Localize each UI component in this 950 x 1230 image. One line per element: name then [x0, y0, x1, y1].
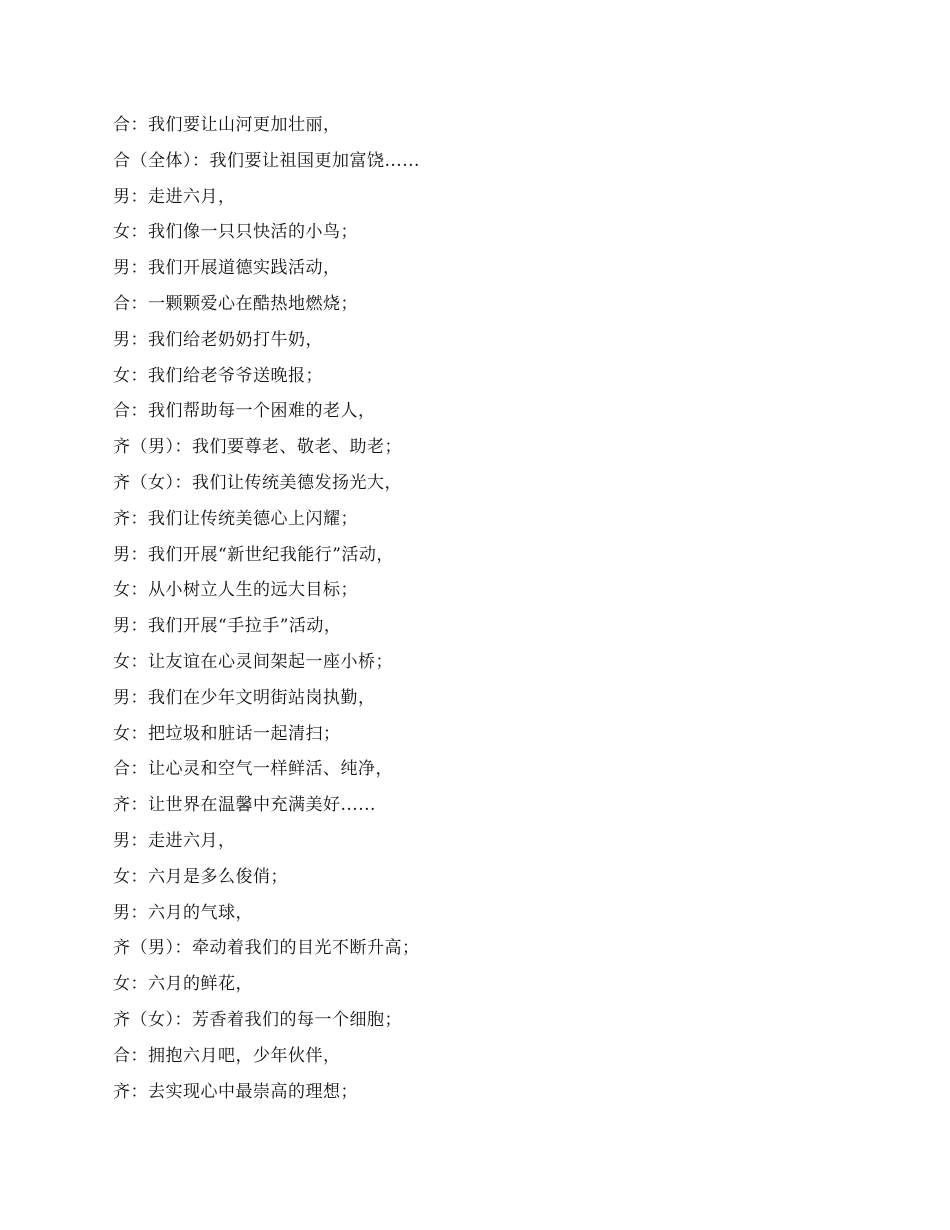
script-line: 合（全体）：我们要让祖国更加富饶...... [113, 150, 420, 171]
script-line: 女：六月的鲜花， [113, 974, 253, 995]
script-line: 合：让心灵和空气一样鲜活、纯净， [113, 759, 393, 780]
script-line: 男：六月的气球， [113, 902, 253, 923]
script-line: 女：我们给老爷爷送晚报； [113, 365, 323, 386]
script-line: 女：把垃圾和脏话一起清扫； [113, 723, 341, 744]
script-line: 齐（女）：芳香着我们的每一个细胞； [113, 1009, 402, 1030]
script-line: 男：我们开展道德实践活动， [113, 258, 341, 279]
script-line: 女：六月是多么俊俏； [113, 866, 288, 887]
script-line: 女：我们像一只只快活的小鸟； [113, 222, 358, 243]
script-line: 齐：去实现心中最崇高的理想； [113, 1081, 358, 1102]
script-line: 合：拥抱六月吧，少年伙伴， [113, 1045, 341, 1066]
script-line: 男：我们在少年文明街站岗执勤， [113, 687, 376, 708]
script-line: 男：走进六月， [113, 830, 236, 851]
script-line: 齐（女）：我们让传统美德发扬光大， [113, 472, 402, 493]
script-line: 男：我们开展“新世纪我能行”活动， [113, 544, 394, 565]
script-line: 齐：让世界在温馨中充满美好...... [113, 795, 376, 816]
script-line: 合：一颗颗爱心在酷热地燃烧； [113, 293, 358, 314]
script-line: 女：让友谊在心灵间架起一座小桥； [113, 651, 393, 672]
script-line: 合：我们帮助每一个困难的老人， [113, 401, 376, 422]
script-line: 男：我们给老奶奶打牛奶， [113, 329, 323, 350]
script-line: 齐（男）：我们要尊老、敬老、助老； [113, 437, 402, 458]
script-line: 女：从小树立人生的远大目标； [113, 580, 358, 601]
script-line: 男：我们开展“手拉手”活动， [113, 616, 342, 637]
script-line: 齐：我们让传统美德心上闪耀； [113, 508, 358, 529]
script-line: 合：我们要让山河更加壮丽， [113, 115, 341, 135]
script-line: 齐（男）：牵动着我们的目光不断升高； [113, 938, 420, 959]
script-line: 男：走进六月， [113, 186, 236, 207]
script-lines [113, 108, 420, 1110]
